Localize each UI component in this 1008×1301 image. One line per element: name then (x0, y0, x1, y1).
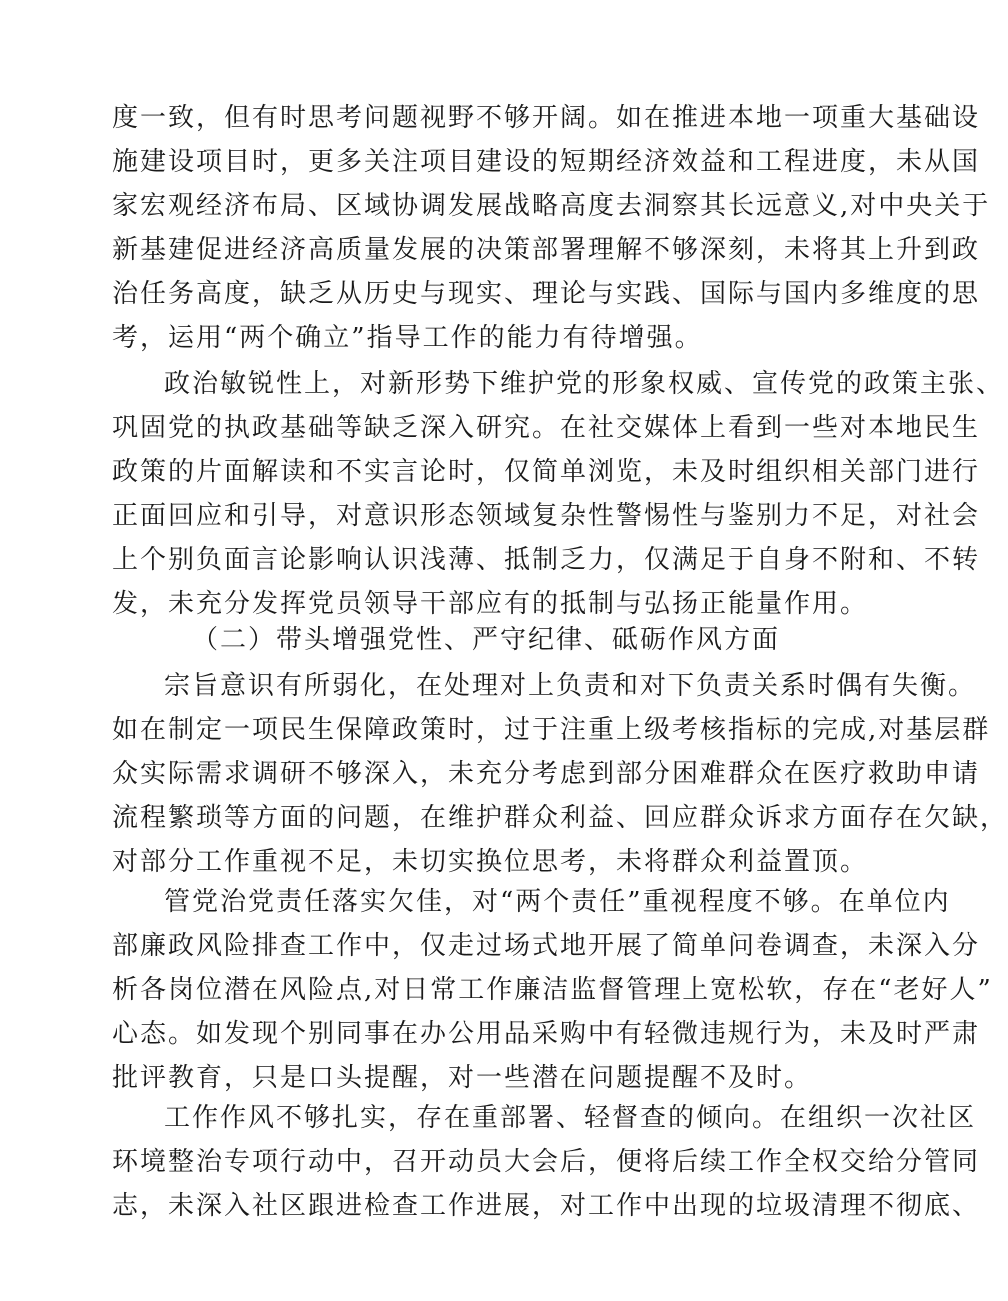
text-line: 政治敏锐性上，对新形势下维护党的形象权威、宣传党的政策主张、 (164, 369, 1005, 399)
text-line: 管党治党责任落实欠佳，对“两个责任”重视程度不够。在单位内 (164, 887, 951, 917)
paragraph-purpose-awareness (112, 664, 1008, 884)
text-line: 正面回应和引导，对意识形态领域复杂性警惕性与鉴别力不足，对社会 (112, 501, 981, 531)
paragraph-political-sensitivity (112, 362, 1005, 626)
text-line: 家宏观经济布局、区域协调发展战略高度去洞察其长远意义,对中央关于 (112, 191, 991, 221)
heading-line: （二）带头增强党性、严守纪律、砥砺作风方面 (192, 625, 781, 655)
text-line: 发，未充分发挥党员领导干部应有的抵制与弘扬正能量作用。 (112, 589, 869, 619)
text-line: 治任务高度，缺乏从历史与现实、理论与实践、国际与国内多维度的思 (112, 279, 981, 309)
text-line: 流程繁琐等方面的问题，在维护群众利益、回应群众诉求方面存在欠缺， (112, 803, 1008, 833)
text-line: 析各岗位潜在风险点,对日常工作廉洁监督管理上宽松软，存在“老好人” (112, 975, 993, 1005)
text-line: 如在制定一项民生保障政策时，过于注重上级考核指标的完成,对基层群 (112, 715, 991, 745)
text-line: 批评教育，只是口头提醒，对一些潜在问题提醒不及时。 (112, 1063, 813, 1093)
text-line: 宗旨意识有所弱化，在处理对上负责和对下负责关系时偶有失衡。 (164, 671, 977, 701)
text-line: 巩固党的执政基础等缺乏深入研究。在社交媒体上看到一些对本地民生 (112, 413, 981, 443)
text-line: 度一致，但有时思考问题视野不够开阔。如在推进本地一项重大基础设 (112, 103, 981, 133)
text-line: 众实际需求调研不够深入，未充分考虑到部分困难群众在医疗救助申请 (112, 759, 981, 789)
text-line: 上个别负面言论影响认识浅薄、抵制乏力，仅满足于自身不附和、不转 (112, 545, 981, 575)
paragraph-party-governance (112, 880, 993, 1100)
text-line: 心态。如发现个别同事在办公用品采购中有轻微违规行为，未及时严肃 (112, 1019, 981, 1049)
text-line: 考，运用“两个确立”指导工作的能力有待增强。 (112, 323, 703, 353)
paragraph-continuation (112, 96, 991, 360)
text-line: 新基建促进经济高质量发展的决策部署理解不够深刻，未将其上升到政 (112, 235, 981, 265)
text-line: 对部分工作重视不足，未切实换位思考，未将群众利益置顶。 (112, 847, 869, 877)
text-line: 部廉政风险排查工作中，仅走过场式地开展了简单问卷调查，未深入分 (112, 931, 981, 961)
text-line: 工作作风不够扎实，存在重部署、轻督查的倾向。在组织一次社区 (164, 1103, 977, 1133)
paragraph-work-style (112, 1096, 981, 1228)
text-line: 施建设项目时，更多关注项目建设的短期经济效益和工程进度，未从国 (112, 147, 981, 177)
text-line: 环境整治专项行动中，召开动员大会后，便将后续工作全权交给分管同 (112, 1147, 981, 1177)
text-line: 志，未深入社区跟进检查工作进展，对工作中出现的垃圾清理不彻底、 (112, 1191, 981, 1221)
text-line: 政策的片面解读和不实言论时，仅简单浏览，未及时组织相关部门进行 (112, 457, 981, 487)
section-heading (112, 618, 832, 662)
